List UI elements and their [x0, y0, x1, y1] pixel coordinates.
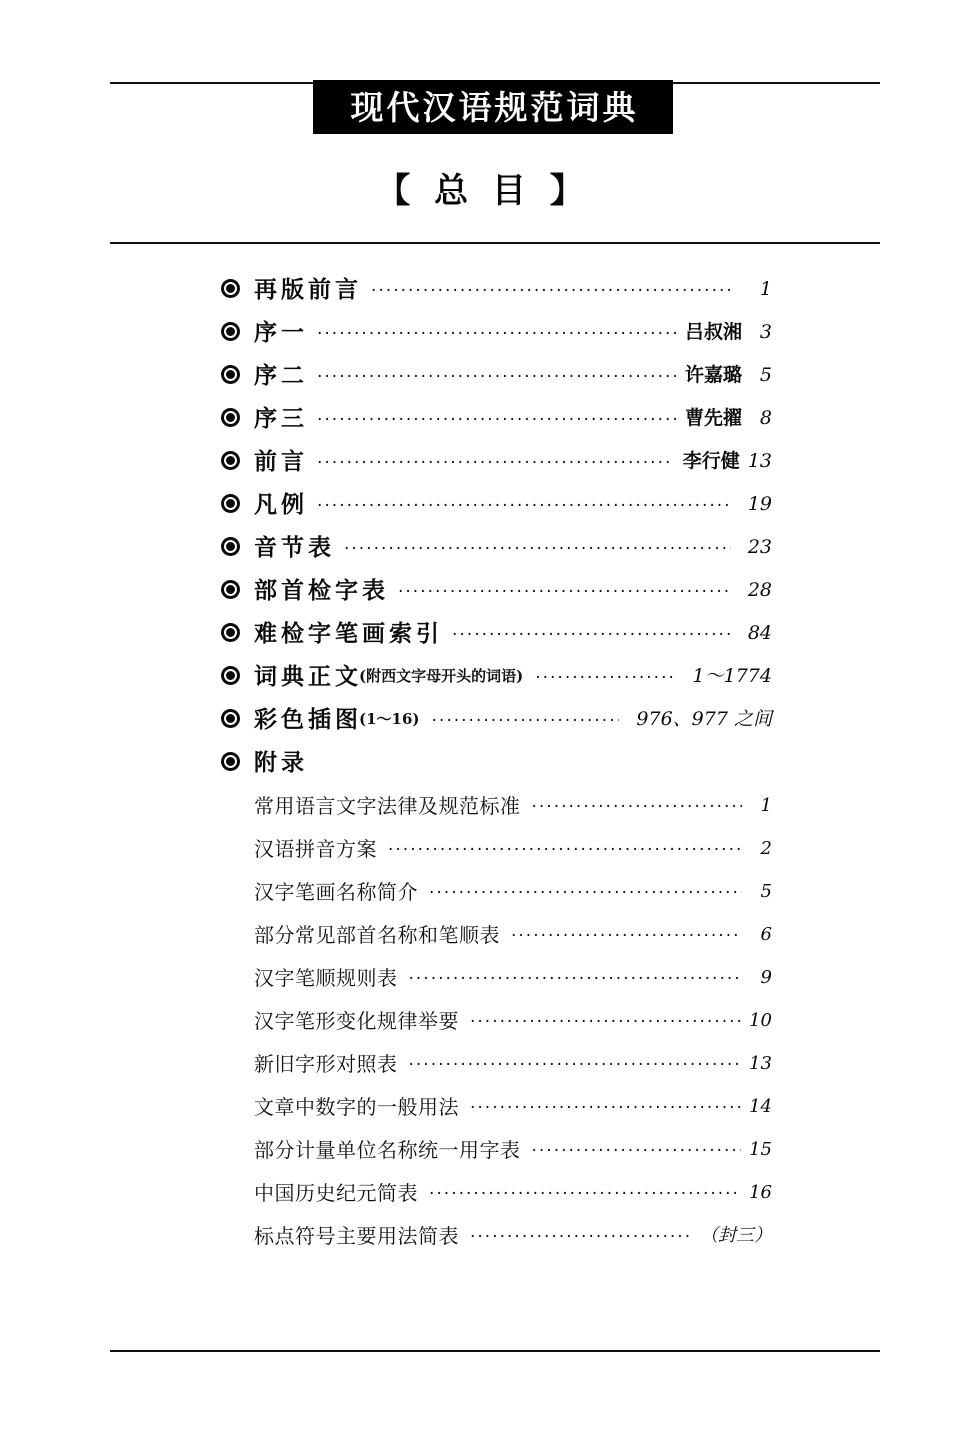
toc-entry[interactable]	[0, 268, 960, 311]
appendix-item-page: 9	[760, 966, 772, 988]
appendix-item[interactable]	[0, 913, 960, 956]
appendix-item-page: 5	[760, 880, 772, 902]
toc-entry[interactable]	[0, 655, 960, 698]
leader-dots	[317, 498, 731, 514]
toc-entry[interactable]	[0, 698, 960, 741]
toc-entry-title: 序二	[254, 362, 308, 389]
toc-entry-page: 8	[759, 407, 772, 429]
bullseye-bullet-icon	[221, 752, 240, 771]
toc-entry[interactable]	[0, 397, 960, 440]
leader-dots	[532, 1143, 742, 1159]
toc-entry-page: 976、977 之间	[636, 708, 772, 730]
masthead-title-box	[313, 80, 673, 134]
toc-entry[interactable]	[0, 526, 960, 569]
bullseye-bullet-icon	[221, 408, 240, 427]
appendix-item-title: 汉语拼音方案	[254, 836, 377, 861]
bullseye-bullet-icon	[221, 580, 240, 599]
bullseye-bullet-icon	[221, 365, 240, 384]
appendix-item[interactable]	[0, 1128, 960, 1171]
leader-dots	[317, 369, 676, 385]
toc-entry-page: 1	[759, 278, 772, 300]
toc-entry[interactable]	[0, 483, 960, 526]
page-title: 【 总 目 】	[376, 171, 590, 211]
toc-entry-title: 再版前言	[254, 276, 362, 303]
toc-entry-author: 李行健	[682, 450, 740, 472]
appendix-item-page: （封三）	[700, 1224, 772, 1246]
appendix-item[interactable]	[0, 999, 960, 1042]
appendix-item-title: 新旧字形对照表	[254, 1051, 398, 1076]
toc-entry-title: 前言	[254, 448, 308, 475]
appendix-item-page: 10	[749, 1009, 772, 1031]
appendix-item-title: 部分常见部首名称和笔顺表	[254, 922, 500, 947]
appendix-item-title: 常用语言文字法律及规范标准	[254, 793, 521, 818]
appendix-item[interactable]	[0, 784, 960, 827]
toc-entry-title: 彩色插图	[254, 706, 362, 733]
leader-dots	[388, 842, 742, 858]
toc-entry[interactable]	[0, 440, 960, 483]
appendix-item[interactable]	[0, 1171, 960, 1214]
leader-dots	[532, 799, 743, 815]
toc-entry-title: 词典正文	[254, 663, 362, 690]
toc-entry-title: 难检字笔画索引	[254, 620, 443, 647]
toc-entry-title: 附录	[254, 749, 308, 776]
leader-dots	[429, 1186, 741, 1202]
toc-entry-title: 序一	[254, 319, 308, 346]
appendix-item-title: 文章中数字的一般用法	[254, 1094, 459, 1119]
toc-entry-title: 部首检字表	[254, 577, 389, 604]
bullseye-bullet-icon	[221, 623, 240, 642]
toc-entry-page: 23	[747, 536, 772, 558]
leader-dots	[371, 283, 733, 299]
leader-dots	[317, 412, 676, 428]
toc-entry-title: 凡例	[254, 491, 308, 518]
appendix-item-title: 汉字笔画名称简介	[254, 879, 418, 904]
toc-entry-note: (附西文字母开头的词语)	[359, 667, 524, 685]
appendix-item-title: 中国历史纪元简表	[254, 1180, 418, 1205]
toc-entry-page: 1～1774	[692, 665, 772, 687]
leader-dots	[429, 885, 742, 901]
leader-dots	[409, 971, 743, 987]
appendix-item-page: 14	[749, 1095, 772, 1117]
toc-entry-page: 3	[759, 321, 772, 343]
table-of-contents	[0, 268, 960, 1257]
leader-dots	[344, 541, 731, 557]
toc-entry-author: 吕叔湘	[684, 321, 742, 343]
dictionary-title: 现代汉语规范词典	[350, 87, 639, 127]
appendix-item-page: 15	[749, 1138, 772, 1160]
appendix-item-title: 汉字笔形变化规律举要	[254, 1008, 459, 1033]
toc-entry-author: 许嘉璐	[684, 364, 742, 386]
leader-dots	[470, 1100, 741, 1116]
appendix-item-title: 部分计量单位名称统一用字表	[254, 1137, 521, 1162]
toc-entry-page: 13	[747, 450, 772, 472]
toc-entry-page: 84	[747, 622, 772, 644]
leader-dots	[511, 928, 742, 944]
appendix-item-title: 汉字笔顺规则表	[254, 965, 398, 990]
rule-under-heading	[110, 242, 880, 244]
appendix-item[interactable]	[0, 827, 960, 870]
leader-dots	[535, 670, 675, 686]
toc-entry[interactable]	[0, 311, 960, 354]
bullseye-bullet-icon	[221, 494, 240, 513]
toc-entry-note: (1～16)	[359, 710, 420, 728]
appendix-item-page: 1	[760, 794, 772, 816]
toc-entry-page: 28	[747, 579, 772, 601]
bullseye-bullet-icon	[221, 537, 240, 556]
leader-dots	[470, 1229, 692, 1245]
appendix-item[interactable]	[0, 1085, 960, 1128]
leader-dots	[409, 1057, 742, 1073]
toc-entry[interactable]	[0, 569, 960, 612]
toc-entry[interactable]	[0, 612, 960, 655]
leader-dots	[317, 756, 733, 772]
toc-entry-title: 音节表	[254, 534, 335, 561]
appendix-item-page: 6	[760, 923, 772, 945]
appendix-item[interactable]	[0, 870, 960, 913]
bullseye-bullet-icon	[221, 279, 240, 298]
toc-entry-page: 19	[747, 493, 772, 515]
appendix-item-page: 2	[760, 837, 772, 859]
leader-dots	[317, 455, 674, 471]
toc-entry-title: 序三	[254, 405, 308, 432]
appendix-item-title: 标点符号主要用法简表	[254, 1223, 459, 1248]
leader-dots	[317, 326, 676, 342]
bullseye-bullet-icon	[221, 709, 240, 728]
bullseye-bullet-icon	[221, 666, 240, 685]
appendix-item[interactable]	[0, 1214, 960, 1257]
bullseye-bullet-icon	[221, 322, 240, 341]
appendix-item-page: 16	[749, 1181, 772, 1203]
toc-entry-page: 5	[759, 364, 772, 386]
leader-dots	[398, 584, 731, 600]
toc-entry-appendix-header[interactable]	[0, 741, 960, 784]
appendix-item[interactable]	[0, 1042, 960, 1085]
toc-entry[interactable]	[0, 354, 960, 397]
leader-dots	[432, 713, 620, 729]
leader-dots	[452, 627, 731, 643]
toc-entry-author: 曹先擢	[684, 407, 742, 429]
leader-dots	[470, 1014, 741, 1030]
bullseye-bullet-icon	[221, 451, 240, 470]
rule-bottom	[110, 1350, 880, 1352]
appendix-item[interactable]	[0, 956, 960, 999]
appendix-item-page: 13	[749, 1052, 772, 1074]
